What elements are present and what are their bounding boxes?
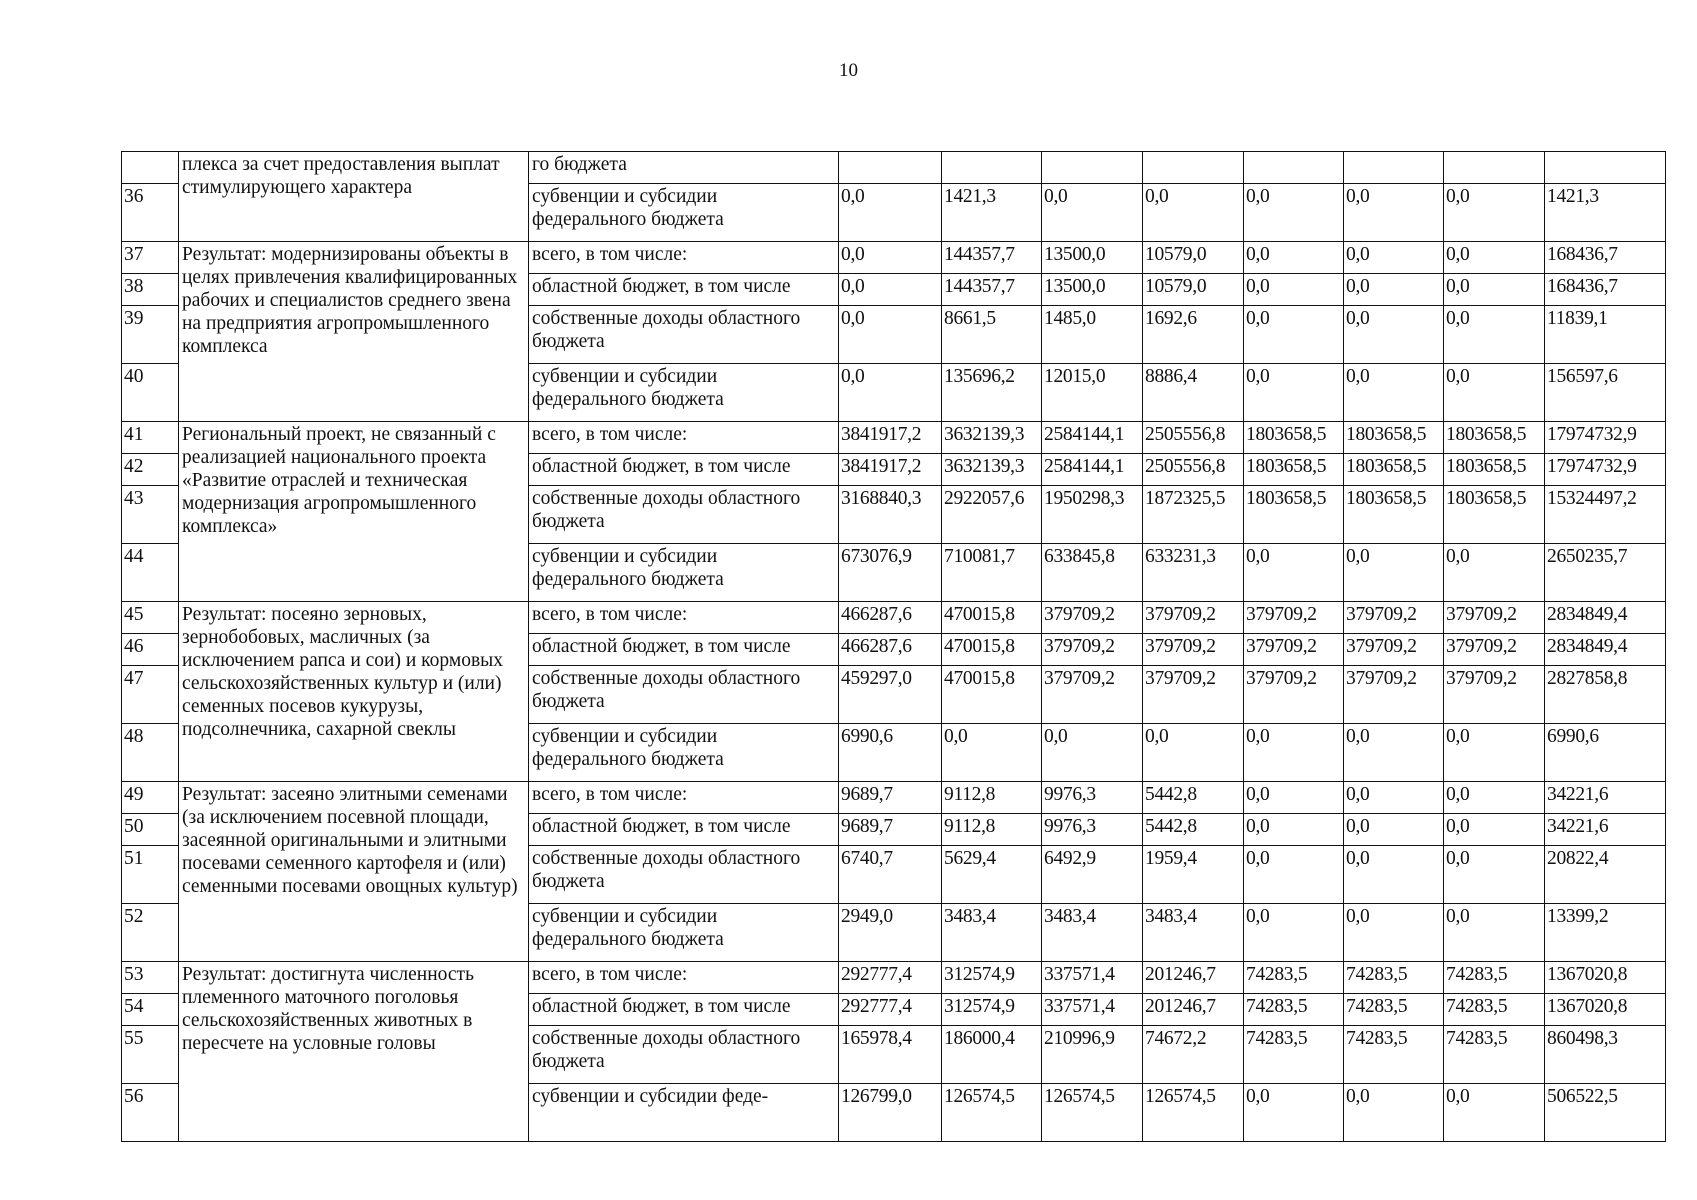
year-value-cell: 5442,8	[1143, 814, 1244, 846]
row-number-cell: 56	[122, 1084, 179, 1142]
year-value-cell: 379709,2	[1042, 634, 1143, 666]
year-value-cell: 292777,4	[839, 994, 942, 1026]
funding-source-cell: областной бюджет, в том числе	[529, 814, 839, 846]
year-value-cell: 0,0	[1344, 814, 1444, 846]
year-value-cell: 379709,2	[1444, 602, 1545, 634]
year-value-cell: 379709,2	[1042, 666, 1143, 724]
total-value-cell: 17974732,9	[1545, 422, 1666, 454]
row-number-cell: 52	[122, 904, 179, 962]
year-value-cell: 0,0	[1344, 274, 1444, 306]
year-value-cell: 0,0	[1344, 1084, 1444, 1142]
year-value-cell: 0,0	[1244, 846, 1344, 904]
year-value-cell: 312574,9	[942, 962, 1042, 994]
year-value-cell: 3632139,3	[942, 454, 1042, 486]
year-value-cell: 710081,7	[942, 544, 1042, 602]
year-value-cell: 9976,3	[1042, 782, 1143, 814]
row-number-cell: 51	[122, 846, 179, 904]
year-value-cell: 0,0	[1444, 904, 1545, 962]
year-value-cell: 1803658,5	[1244, 486, 1344, 544]
year-value-cell: 0,0	[1143, 724, 1244, 782]
table-row	[122, 602, 1666, 634]
year-value-cell: 1692,6	[1143, 306, 1244, 364]
year-value-cell: 201246,7	[1143, 962, 1244, 994]
row-number-cell: 41	[122, 422, 179, 454]
year-value-cell: 466287,6	[839, 602, 942, 634]
year-value-cell: 1803658,5	[1444, 454, 1545, 486]
year-value-cell: 1872325,5	[1143, 486, 1244, 544]
year-value-cell: 292777,4	[839, 962, 942, 994]
year-value-cell: 0,0	[1244, 814, 1344, 846]
year-value-cell: 0,0	[1444, 306, 1545, 364]
budget-table	[121, 151, 1666, 1142]
year-value-cell: 6492,9	[1042, 846, 1143, 904]
year-value-cell: 0,0	[1344, 782, 1444, 814]
funding-source-cell: всего, в том числе:	[529, 242, 839, 274]
year-value-cell: 144357,7	[942, 274, 1042, 306]
year-value-cell: 2584144,1	[1042, 454, 1143, 486]
year-value-cell: 0,0	[1344, 846, 1444, 904]
total-value-cell: 34221,6	[1545, 782, 1666, 814]
event-description-cell: Результат: достигнута численность племенного маточного поголовья сельскохозяйственных животных в пересчете на условные головы	[179, 962, 529, 1142]
year-value-cell: 312574,9	[942, 994, 1042, 1026]
total-value-cell: 1367020,8	[1545, 994, 1666, 1026]
funding-source-cell: всего, в том числе:	[529, 602, 839, 634]
year-value-cell: 3483,4	[942, 904, 1042, 962]
year-value-cell: 0,0	[1042, 184, 1143, 242]
year-value-cell: 1803658,5	[1244, 422, 1344, 454]
year-value-cell: 9976,3	[1042, 814, 1143, 846]
table-row	[122, 152, 1666, 184]
year-value-cell: 459297,0	[839, 666, 942, 724]
year-value-cell: 8661,5	[942, 306, 1042, 364]
year-value-cell: 0,0	[1444, 184, 1545, 242]
year-value-cell	[1344, 152, 1444, 184]
year-value-cell: 2584144,1	[1042, 422, 1143, 454]
table-row	[122, 782, 1666, 814]
year-value-cell: 0,0	[942, 724, 1042, 782]
year-value-cell: 74283,5	[1244, 994, 1344, 1026]
year-value-cell: 2922057,6	[942, 486, 1042, 544]
year-value-cell: 470015,8	[942, 634, 1042, 666]
year-value-cell: 0,0	[1244, 242, 1344, 274]
year-value-cell: 1803658,5	[1344, 486, 1444, 544]
year-value-cell: 13500,0	[1042, 274, 1143, 306]
year-value-cell: 379709,2	[1244, 602, 1344, 634]
year-value-cell: 10579,0	[1143, 274, 1244, 306]
year-value-cell: 74283,5	[1244, 962, 1344, 994]
year-value-cell: 12015,0	[1042, 364, 1143, 422]
year-value-cell: 1485,0	[1042, 306, 1143, 364]
year-value-cell: 3841917,2	[839, 422, 942, 454]
year-value-cell: 1959,4	[1143, 846, 1244, 904]
total-value-cell: 2834849,4	[1545, 634, 1666, 666]
year-value-cell: 0,0	[1444, 242, 1545, 274]
year-value-cell: 8886,4	[1143, 364, 1244, 422]
year-value-cell: 1803658,5	[1444, 486, 1545, 544]
year-value-cell: 2505556,8	[1143, 454, 1244, 486]
year-value-cell: 1803658,5	[1244, 454, 1344, 486]
year-value-cell: 337571,4	[1042, 962, 1143, 994]
year-value-cell: 0,0	[839, 242, 942, 274]
year-value-cell: 0,0	[1042, 724, 1143, 782]
year-value-cell: 0,0	[1444, 544, 1545, 602]
year-value-cell: 0,0	[1244, 724, 1344, 782]
event-description-cell: Региональный проект, не связанный с реализацией национального проекта «Развитие отраслей и техническая модернизация агропромышленного комплекса»	[179, 422, 529, 602]
year-value-cell: 379709,2	[1143, 634, 1244, 666]
row-number-cell: 40	[122, 364, 179, 422]
year-value-cell: 633231,3	[1143, 544, 1244, 602]
year-value-cell: 74283,5	[1444, 962, 1545, 994]
funding-source-cell: всего, в том числе:	[529, 782, 839, 814]
table-row	[122, 962, 1666, 994]
funding-source-cell: собственные доходы областного бюджета	[529, 666, 839, 724]
year-value-cell: 0,0	[1244, 782, 1344, 814]
year-value-cell	[1244, 152, 1344, 184]
year-value-cell: 0,0	[839, 306, 942, 364]
funding-source-cell: субвенции и субсидии федерального бюджета	[529, 904, 839, 962]
row-number-cell: 54	[122, 994, 179, 1026]
total-value-cell: 2827858,8	[1545, 666, 1666, 724]
year-value-cell: 74283,5	[1344, 962, 1444, 994]
year-value-cell: 379709,2	[1244, 634, 1344, 666]
year-value-cell: 0,0	[1444, 846, 1545, 904]
total-value-cell: 1367020,8	[1545, 962, 1666, 994]
event-description-cell: Результат: модернизированы объекты в целях привлечения квалифицированных рабочих и специалистов среднего звена на предприятия агропромышленного комплекса	[179, 242, 529, 422]
year-value-cell: 0,0	[1344, 904, 1444, 962]
year-value-cell: 379709,2	[1344, 602, 1444, 634]
year-value-cell: 1803658,5	[1344, 454, 1444, 486]
year-value-cell: 379709,2	[1444, 666, 1545, 724]
funding-source-cell: субвенции и субсидии федерального бюджета	[529, 544, 839, 602]
table-body	[122, 152, 1666, 1142]
total-value-cell: 13399,2	[1545, 904, 1666, 962]
year-value-cell: 0,0	[1244, 904, 1344, 962]
year-value-cell: 0,0	[1244, 306, 1344, 364]
year-value-cell: 1421,3	[942, 184, 1042, 242]
total-value-cell: 2650235,7	[1545, 544, 1666, 602]
total-value-cell: 2834849,4	[1545, 602, 1666, 634]
table-row	[122, 242, 1666, 274]
year-value-cell: 74283,5	[1444, 994, 1545, 1026]
year-value-cell: 0,0	[1444, 782, 1545, 814]
year-value-cell: 3632139,3	[942, 422, 1042, 454]
year-value-cell: 210996,9	[1042, 1026, 1143, 1084]
total-value-cell: 11839,1	[1545, 306, 1666, 364]
row-number-cell	[122, 152, 179, 184]
year-value-cell: 126574,5	[942, 1084, 1042, 1142]
year-value-cell: 466287,6	[839, 634, 942, 666]
year-value-cell: 0,0	[1244, 274, 1344, 306]
year-value-cell	[1042, 152, 1143, 184]
year-value-cell: 0,0	[1143, 184, 1244, 242]
funding-source-cell: всего, в том числе:	[529, 962, 839, 994]
funding-source-cell: областной бюджет, в том числе	[529, 994, 839, 1026]
year-value-cell: 3168840,3	[839, 486, 942, 544]
funding-source-cell: субвенции и субсидии федерального бюджета	[529, 364, 839, 422]
funding-source-cell: субвенции и субсидии федерального бюджета	[529, 724, 839, 782]
total-value-cell: 1421,3	[1545, 184, 1666, 242]
year-value-cell: 6990,6	[839, 724, 942, 782]
year-value-cell: 470015,8	[942, 602, 1042, 634]
year-value-cell: 74283,5	[1244, 1026, 1344, 1084]
year-value-cell: 0,0	[839, 364, 942, 422]
page-number: 10	[839, 60, 858, 81]
year-value-cell	[839, 152, 942, 184]
total-value-cell: 15324497,2	[1545, 486, 1666, 544]
row-number-cell: 45	[122, 602, 179, 634]
year-value-cell: 0,0	[839, 184, 942, 242]
row-number-cell: 53	[122, 962, 179, 994]
row-number-cell: 46	[122, 634, 179, 666]
total-value-cell: 506522,5	[1545, 1084, 1666, 1142]
event-description-cell: плекса за счет предоставления выплат стимулирующего характера	[179, 152, 529, 242]
year-value-cell: 633845,8	[1042, 544, 1143, 602]
year-value-cell: 5629,4	[942, 846, 1042, 904]
year-value-cell: 0,0	[1344, 364, 1444, 422]
year-value-cell	[1143, 152, 1244, 184]
funding-source-cell: областной бюджет, в том числе	[529, 454, 839, 486]
total-value-cell: 168436,7	[1545, 274, 1666, 306]
year-value-cell: 337571,4	[1042, 994, 1143, 1026]
year-value-cell: 201246,7	[1143, 994, 1244, 1026]
year-value-cell: 0,0	[1244, 1084, 1344, 1142]
total-value-cell	[1545, 152, 1666, 184]
year-value-cell: 0,0	[839, 274, 942, 306]
funding-source-cell: собственные доходы областного бюджета	[529, 486, 839, 544]
year-value-cell: 379709,2	[1143, 666, 1244, 724]
year-value-cell: 0,0	[1344, 242, 1444, 274]
year-value-cell: 0,0	[1344, 544, 1444, 602]
funding-source-cell: субвенции и субсидии федерального бюджета	[529, 184, 839, 242]
year-value-cell: 74283,5	[1344, 994, 1444, 1026]
year-value-cell: 9689,7	[839, 782, 942, 814]
year-value-cell: 186000,4	[942, 1026, 1042, 1084]
total-value-cell: 156597,6	[1545, 364, 1666, 422]
event-description-cell: Результат: посеяно зерновых, зернобобовых, масличных (за исключением рапса и сои) и кормовых сельскохозяйственных культур и (или) семенных посевов кукурузы, подсолнечника, сахарной свеклы	[179, 602, 529, 782]
year-value-cell: 379709,2	[1244, 666, 1344, 724]
funding-source-cell: областной бюджет, в том числе	[529, 634, 839, 666]
funding-source-cell: субвенции и субсидии феде-	[529, 1084, 839, 1142]
total-value-cell: 17974732,9	[1545, 454, 1666, 486]
row-number-cell: 47	[122, 666, 179, 724]
year-value-cell	[1444, 152, 1545, 184]
row-number-cell: 39	[122, 306, 179, 364]
year-value-cell: 0,0	[1244, 544, 1344, 602]
total-value-cell: 6990,6	[1545, 724, 1666, 782]
year-value-cell: 0,0	[1344, 724, 1444, 782]
funding-source-cell: собственные доходы областного бюджета	[529, 1026, 839, 1084]
total-value-cell: 168436,7	[1545, 242, 1666, 274]
year-value-cell: 9689,7	[839, 814, 942, 846]
row-number-cell: 43	[122, 486, 179, 544]
row-number-cell: 38	[122, 274, 179, 306]
funding-source-cell: собственные доходы областного бюджета	[529, 306, 839, 364]
year-value-cell: 3483,4	[1143, 904, 1244, 962]
year-value-cell: 126574,5	[1042, 1084, 1143, 1142]
row-number-cell: 50	[122, 814, 179, 846]
total-value-cell: 860498,3	[1545, 1026, 1666, 1084]
year-value-cell: 673076,9	[839, 544, 942, 602]
year-value-cell: 0,0	[1444, 364, 1545, 422]
year-value-cell: 379709,2	[1344, 634, 1444, 666]
total-value-cell: 34221,6	[1545, 814, 1666, 846]
year-value-cell: 165978,4	[839, 1026, 942, 1084]
year-value-cell: 1950298,3	[1042, 486, 1143, 544]
year-value-cell: 13500,0	[1042, 242, 1143, 274]
year-value-cell: 2505556,8	[1143, 422, 1244, 454]
year-value-cell: 126799,0	[839, 1084, 942, 1142]
year-value-cell: 10579,0	[1143, 242, 1244, 274]
year-value-cell: 0,0	[1244, 184, 1344, 242]
year-value-cell: 74283,5	[1444, 1026, 1545, 1084]
year-value-cell: 470015,8	[942, 666, 1042, 724]
year-value-cell: 6740,7	[839, 846, 942, 904]
funding-source-cell: всего, в том числе:	[529, 422, 839, 454]
year-value-cell: 74283,5	[1344, 1026, 1444, 1084]
year-value-cell: 0,0	[1444, 274, 1545, 306]
year-value-cell: 0,0	[1344, 306, 1444, 364]
year-value-cell: 9112,8	[942, 814, 1042, 846]
funding-source-cell: го бюджета	[529, 152, 839, 184]
row-number-cell: 48	[122, 724, 179, 782]
year-value-cell: 126574,5	[1143, 1084, 1244, 1142]
year-value-cell: 0,0	[1444, 1084, 1545, 1142]
year-value-cell: 0,0	[1444, 814, 1545, 846]
year-value-cell: 0,0	[1244, 364, 1344, 422]
year-value-cell: 379709,2	[1143, 602, 1244, 634]
row-number-cell: 36	[122, 184, 179, 242]
row-number-cell: 37	[122, 242, 179, 274]
row-number-cell: 44	[122, 544, 179, 602]
row-number-cell: 49	[122, 782, 179, 814]
year-value-cell: 1803658,5	[1344, 422, 1444, 454]
year-value-cell: 379709,2	[1042, 602, 1143, 634]
year-value-cell: 0,0	[1444, 724, 1545, 782]
table-row	[122, 422, 1666, 454]
year-value-cell	[942, 152, 1042, 184]
year-value-cell: 379709,2	[1444, 634, 1545, 666]
total-value-cell: 20822,4	[1545, 846, 1666, 904]
year-value-cell: 3483,4	[1042, 904, 1143, 962]
year-value-cell: 3841917,2	[839, 454, 942, 486]
funding-source-cell: областной бюджет, в том числе	[529, 274, 839, 306]
row-number-cell: 55	[122, 1026, 179, 1084]
year-value-cell: 2949,0	[839, 904, 942, 962]
year-value-cell: 144357,7	[942, 242, 1042, 274]
year-value-cell: 379709,2	[1344, 666, 1444, 724]
year-value-cell: 5442,8	[1143, 782, 1244, 814]
row-number-cell: 42	[122, 454, 179, 486]
year-value-cell: 9112,8	[942, 782, 1042, 814]
funding-source-cell: собственные доходы областного бюджета	[529, 846, 839, 904]
year-value-cell: 135696,2	[942, 364, 1042, 422]
year-value-cell: 1803658,5	[1444, 422, 1545, 454]
year-value-cell: 74672,2	[1143, 1026, 1244, 1084]
year-value-cell: 0,0	[1344, 184, 1444, 242]
event-description-cell: Результат: засеяно элитными семенами (за исключением посевной площади, засеянной оригинальными и элитными посевами семенного картофеля и (или) семенными посевами овощных культур)	[179, 782, 529, 962]
